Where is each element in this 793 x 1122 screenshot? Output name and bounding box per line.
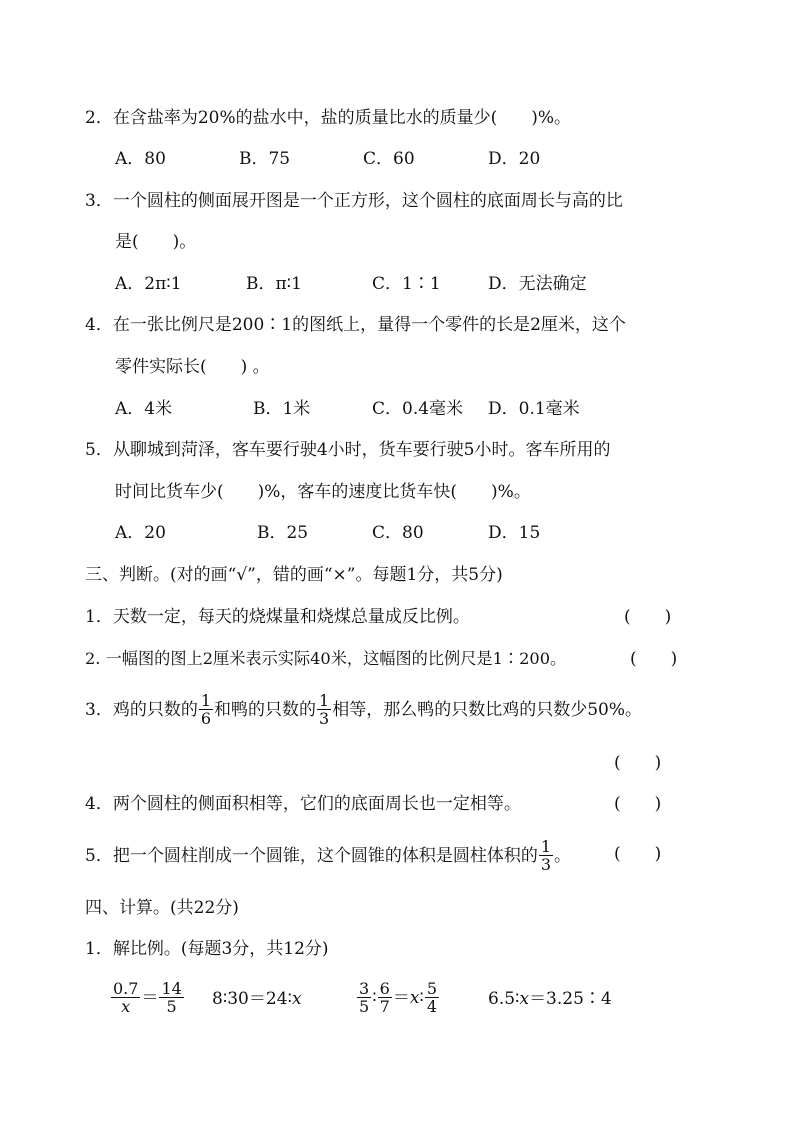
judge-5-text — [85, 838, 571, 873]
section-3-title: 三、判断。(对的画“√”，错的画“×”。每题1分，共5分) — [85, 565, 503, 585]
judge-1-text: 1．天数一定，每天的烧煤量和烧煤总量成反比例。 — [85, 607, 470, 627]
equation-1 — [110, 980, 185, 1015]
q5-option-d: D．15 — [488, 523, 541, 543]
fraction-one-sixth — [199, 692, 213, 727]
question-5-line-2: 时间比货车少( )%，客车的速度比货车快( )%。 — [115, 482, 531, 502]
judge-3-part-2: 和鸭的只数的 — [214, 699, 317, 720]
fraction-numerator: 1 — [200, 691, 212, 710]
q2-option-a: A．80 — [115, 149, 166, 169]
fraction-numerator: 5 — [426, 979, 438, 998]
fraction-one-third — [539, 838, 553, 873]
ratio-colon: ∶ — [372, 987, 377, 1008]
q3-option-d: D．无法确定 — [488, 274, 587, 294]
judge-4-text: 4．两个圆柱的侧面积相等，它们的底面周长也一定相等。 — [85, 794, 521, 814]
judge-3-answer-blank: ( ) — [614, 753, 662, 773]
judge-5-part-2: 。 — [554, 845, 572, 866]
equation-3 — [356, 980, 440, 1015]
section-4-title: 四、计算。(共22分) — [85, 898, 239, 918]
q4-option-a: A．4米 — [115, 399, 173, 419]
ratio-colon: ∶ — [419, 987, 424, 1008]
question-3-line-2: 是( )。 — [115, 232, 197, 252]
fraction-three-fifths — [357, 980, 371, 1015]
judge-3-part-1: 3．鸡的只数的 — [85, 699, 198, 720]
fraction-numerator: 14 — [161, 979, 182, 998]
judge-1-answer-blank: ( ) — [624, 607, 672, 627]
section-4-sub-1: 1．解比例。(每题3分，共12分) — [85, 939, 329, 959]
variable-x: x — [409, 987, 420, 1008]
q4-option-c: C．0.4毫米 — [372, 399, 464, 419]
judge-4-answer-blank: ( ) — [614, 794, 662, 814]
q2-option-d: D．20 — [488, 149, 541, 169]
judge-5-answer-blank: ( ) — [614, 844, 662, 864]
fraction-denominator: 4 — [426, 997, 438, 1016]
equals-sign: ＝ — [141, 987, 159, 1008]
fraction-denominator: 3 — [540, 855, 552, 874]
equation-4 — [488, 988, 612, 1010]
q2-option-b: B．75 — [239, 149, 291, 169]
judge-2-answer-blank: ( ) — [630, 649, 678, 669]
fraction-five-fourths — [425, 980, 439, 1015]
fraction-denominator: x — [121, 997, 131, 1016]
fraction-six-sevenths — [378, 980, 392, 1015]
equation-4-left: 6.5∶ — [488, 989, 520, 1009]
q5-option-a: A．20 — [115, 523, 166, 543]
judge-3-text — [85, 692, 642, 727]
q3-option-a: A．2π∶1 — [115, 274, 182, 294]
q3-option-c: C．1∶1 — [372, 274, 441, 294]
equation-1-left-fraction — [111, 980, 140, 1015]
fraction-denominator: 3 — [319, 709, 330, 728]
fraction-denominator: 5 — [359, 997, 370, 1016]
question-3-line-1: 3．一个圆柱的侧面展开图是一个正方形，这个圆柱的底面周长与高的比 — [85, 191, 623, 211]
variable-x: x — [291, 989, 302, 1009]
equation-2 — [212, 988, 302, 1010]
question-4-line-1: 4．在一张比例尺是200∶1的图纸上，量得一个零件的长是2厘米，这个 — [85, 315, 626, 335]
question-4-line-2: 零件实际长( ) 。 — [115, 357, 270, 377]
q4-option-b: B．1米 — [253, 399, 311, 419]
fraction-numerator: 6 — [379, 979, 390, 998]
fraction-numerator: 3 — [359, 979, 370, 998]
variable-x: x — [519, 989, 530, 1009]
q2-option-c: C．60 — [363, 149, 415, 169]
q5-option-b: B．25 — [257, 523, 309, 543]
q5-option-c: C．80 — [372, 523, 424, 543]
fraction-numerator: 1 — [319, 691, 330, 710]
judge-2-text: 2. 一幅图的图上2厘米表示实际40米，这幅图的比例尺是1∶200。 — [85, 649, 567, 668]
fraction-one-third — [317, 692, 331, 727]
fraction-denominator: 5 — [166, 997, 177, 1016]
equation-2-expression: 8∶30＝24∶ — [212, 989, 292, 1009]
question-2-stem: 2．在含盐率为20%的盐水中，盐的质量比水的质量少( )%。 — [85, 108, 572, 128]
question-5-line-1: 5．从聊城到菏泽，客车要行驶4小时，货车要行驶5小时。客车所用的 — [85, 440, 611, 460]
fraction-denominator: 7 — [379, 997, 390, 1016]
fraction-numerator: 0.7 — [113, 979, 139, 998]
equals-sign: ＝ — [392, 987, 410, 1008]
fraction-denominator: 6 — [200, 709, 212, 728]
judge-5-part-1: 5．把一个圆柱削成一个圆锥，这个圆锥的体积是圆柱体积的 — [85, 845, 538, 866]
fraction-numerator: 1 — [540, 837, 552, 856]
judge-3-part-3: 相等，那么鸭的只数比鸡的只数少50%。 — [332, 699, 642, 720]
equation-4-right: ＝3.25∶4 — [529, 989, 612, 1009]
equation-1-right-fraction — [159, 980, 183, 1015]
q3-option-b: B．π∶1 — [246, 274, 302, 294]
q4-option-d: D．0.1毫米 — [488, 399, 580, 419]
